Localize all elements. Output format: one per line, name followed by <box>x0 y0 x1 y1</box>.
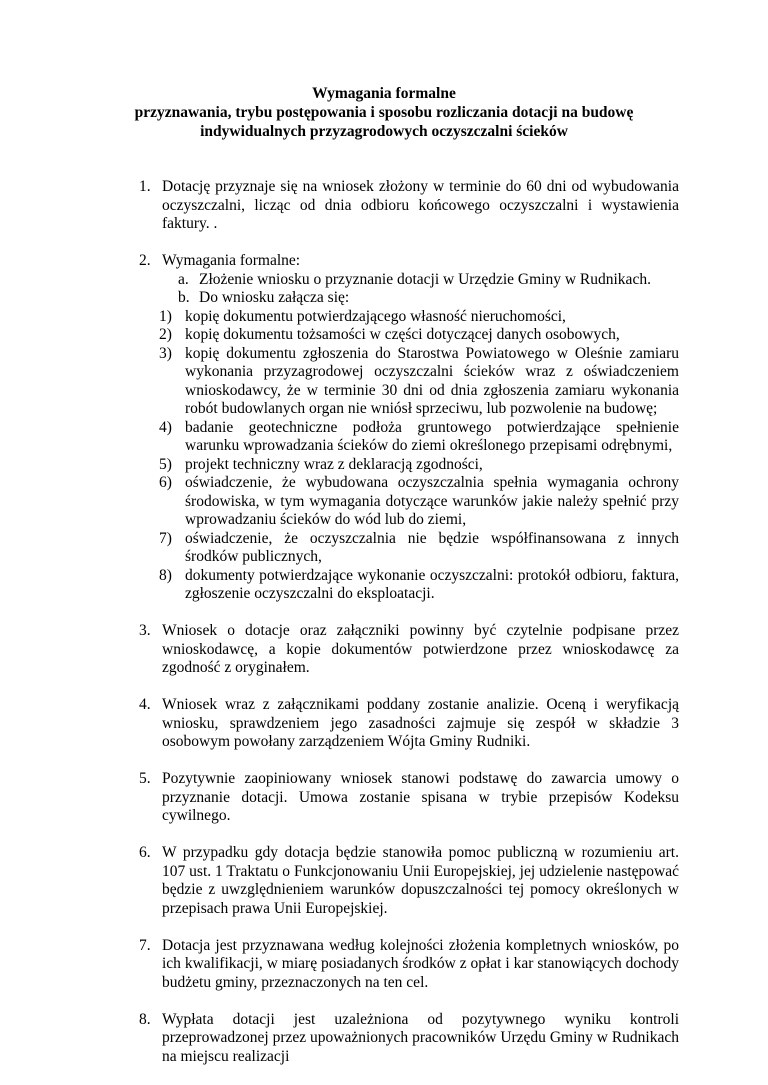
attachment-text: projekt techniczny wraz z deklaracją zgodności, <box>185 455 483 473</box>
attachment-marker: 7) <box>159 529 172 547</box>
sub-item-text: Złożenie wniosku o przyznanie dotacji w Urzędzie Gminy w Rudnikach. <box>199 270 651 288</box>
title-line-3: indywidualnych przyzagrodowych oczyszczalni ścieków <box>200 123 568 140</box>
attachment-item-7 <box>139 530 679 567</box>
attachment-item-2 <box>139 326 679 345</box>
sub-item-a <box>139 271 679 290</box>
title-line-1: Wymagania formalne <box>312 85 456 102</box>
attachment-marker: 6) <box>159 474 172 491</box>
item-text: W przypadku gdy dotacja będzie stanowiła pomoc publiczną w rozumieniu art. 107 ust. 1 Traktatu o Funkcjonowaniu Unii Europejskiej, jej udzielenie następować będzie z uwzględnieniem warunków dopuszczalności tej pomocy określonych w przepisach prawa Unii Europejskiej. <box>162 844 679 917</box>
item-number: 7. <box>139 936 151 954</box>
attachment-marker: 1) <box>159 307 172 325</box>
list-item-3 <box>139 622 679 678</box>
attachment-item-3 <box>139 345 679 419</box>
list-item-7 <box>139 937 679 993</box>
sub-item-text: Do wniosku załącza się: <box>199 289 350 306</box>
attachment-item-5 <box>139 456 679 475</box>
item-number: 1. <box>139 178 151 195</box>
attachment-marker: 3) <box>159 344 172 362</box>
title-line-2: przyznawania, trybu postępowania i sposobu rozliczania dotacji na budowę <box>134 104 634 121</box>
attachment-text: badanie geotechniczne podłoża gruntowego potwierdzające spełnienie warunku wprowadzania ścieków do ziemi określonego przepisami odrębnymi, <box>185 418 679 454</box>
item-text: Wniosek wraz z załącznikami poddany zostanie analizie. Oceną i weryfikacją wniosku, sprawdzeniem jego zasadności zajmuje się zespół w składzie 3 osobowym powołany zarządzeniem Wójta Gminy Rudniki. <box>162 696 679 750</box>
list-item-5 <box>139 770 679 826</box>
list-item-4 <box>139 696 679 752</box>
list-item-6 <box>139 844 679 918</box>
sub-item-marker: a. <box>178 270 189 288</box>
item-text: Wniosek o dotacje oraz załączniki powinny być czytelnie podpisane przez wnioskodawcę, a kopie dokumentów potwierdzone przez wnioskodawcę za zgodność z oryginałem. <box>162 622 679 676</box>
item-number: 4. <box>139 696 151 713</box>
item-number: 3. <box>139 622 151 639</box>
attachment-marker: 5) <box>159 455 172 473</box>
attachment-item-6 <box>139 474 679 530</box>
item-number: 5. <box>139 770 151 787</box>
list-item-1 <box>139 178 679 234</box>
item-text: Dotację przyznaje się na wniosek złożony w terminie do 60 dni od wybudowania oczyszczalni, licząc od dnia odbioru końcowego oczyszczalni i wystawienia faktury. . <box>162 178 679 232</box>
sub-item-b <box>139 289 679 308</box>
attachment-marker: 8) <box>159 566 172 584</box>
attachment-item-8 <box>139 567 679 604</box>
attachment-text: kopię dokumentu tożsamości w części dotyczącej danych osobowych, <box>185 326 620 343</box>
document-body <box>139 178 679 1085</box>
item-number: 8. <box>139 1010 151 1028</box>
attachment-text: kopię dokumentu potwierdzającego własność nieruchomości, <box>185 307 566 325</box>
list-item-8 <box>139 1011 679 1067</box>
item-number: 2. <box>139 252 151 269</box>
attachment-text: oświadczenie, że wybudowana oczyszczalnia spełnia wymagania ochrony środowiska, w tym wymagania dotyczące warunków jakie należy spełnić przy wprowadzaniu ścieków do wód lub do ziemi, <box>185 474 679 528</box>
item-text: Pozytywnie zaopiniowany wniosek stanowi podstawę do zawarcia umowy o przyznanie dotacji. Umowa zostanie spisana w trybie przepisów Kodeksu cywilnego. <box>162 770 679 824</box>
attachment-text: oświadczenie, że oczyszczalnia nie będzie współfinansowana z innych środków publicznych, <box>185 529 679 565</box>
list-item-2 <box>139 252 679 604</box>
document-title <box>0 84 768 141</box>
attachment-item-1 <box>139 308 679 327</box>
item-number: 6. <box>139 844 151 861</box>
item-text: Wypłata dotacji jest uzależniona od pozytywnego wyniku kontroli przeprowadzonej przez upoważnionych pracowników Urzędu Gminy w Rudnikach na miejscu realizacji <box>162 1010 679 1065</box>
attachment-text: dokumenty potwierdzające wykonanie oczyszczalni: protokół odbioru, faktura, zgłoszenie oczyszczalni do eksploatacji. <box>185 566 679 602</box>
attachment-item-4 <box>139 419 679 456</box>
item-text: Wymagania formalne: <box>162 252 301 269</box>
item-text: Dotacja jest przyznawana według kolejności złożenia kompletnych wniosków, po ich kwalifikacji, w miarę posiadanych środków z opłat i kar stanowiących dochody budżetu gminy, przeznaczonych na ten cel. <box>162 936 679 991</box>
attachment-text: kopię dokumentu zgłoszenia do Starostwa Powiatowego w Oleśnie zamiaru wykonania przyzagrodowej oczyszczalni ścieków wraz z oświadczeniem wnioskodawcy, że w terminie 30 dni od dnia zgłoszenia zamiaru wykonania robót budowlanych organ nie wniósł sprzeciwu, lub pozwolenie na budowę; <box>185 344 679 417</box>
attachment-marker: 4) <box>159 418 172 436</box>
attachment-marker: 2) <box>159 326 172 343</box>
sub-item-marker: b. <box>178 289 190 306</box>
